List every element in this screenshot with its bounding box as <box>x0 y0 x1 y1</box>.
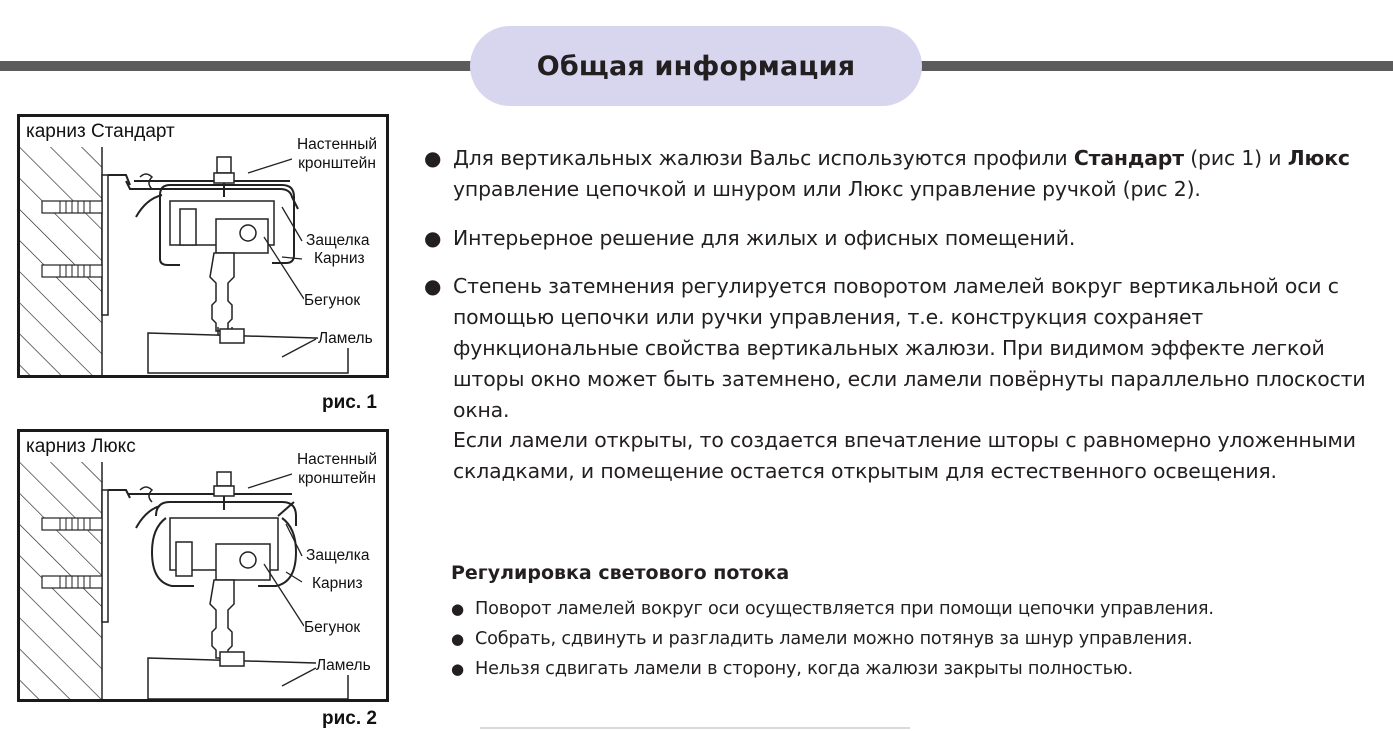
label-wall-bracket-line1: Настенный <box>296 136 378 153</box>
section-title: Общая информация <box>536 50 856 82</box>
light-control-list <box>451 594 1214 684</box>
label-wall-bracket-line1: Настенный <box>296 451 378 468</box>
figure-1-title: карниз Стандарт <box>26 121 178 143</box>
bullet-dot: ● <box>451 660 464 678</box>
bullet-1-lux: Люкс <box>1287 146 1350 170</box>
label-slat-2: Ламель <box>316 657 371 674</box>
bullet-1-text-b: (рис 1) и <box>1183 146 1288 170</box>
light-control-item <box>451 624 1214 654</box>
bullet-dimming <box>423 271 1383 487</box>
bullet-dot: ● <box>424 225 442 250</box>
section-title-pill <box>470 26 922 106</box>
bullet-1-standard: Стандарт <box>1073 146 1184 170</box>
label-latch-1: Защелка <box>306 232 370 249</box>
bullet-dot: ● <box>451 600 464 618</box>
figure-lux-rail <box>17 429 389 702</box>
figure-2-caption: рис. 2 <box>322 708 377 729</box>
bottom-divider <box>480 727 910 729</box>
bullet-dot: ● <box>451 630 464 648</box>
bullet-1-text-a: Для вертикальных жалюзи Вальс используются профили <box>453 146 1074 170</box>
label-wall-bracket-line2: кронштейн <box>298 470 376 487</box>
light-control-item <box>451 594 1214 624</box>
info-bullet-list <box>423 143 1383 487</box>
light-control-item-text: Поворот ламелей вокруг оси осуществляется при помощи цепочки управления. <box>475 599 1214 619</box>
bullet-dot: ● <box>424 146 442 170</box>
light-control-item-text: Нельзя сдвигать ламели в сторону, когда жалюзи закрыты полностью. <box>475 659 1133 679</box>
label-runner-1: Бегунок <box>304 292 361 309</box>
label-slat-1: Ламель <box>318 330 373 347</box>
bullet-dot: ● <box>424 274 442 299</box>
figure-1-caption: рис. 1 <box>322 392 377 413</box>
label-wall-bracket-line2: кронштейн <box>298 155 376 172</box>
bullet-2-text: Интерьерное решение для жилых и офисных помещений. <box>453 225 1076 250</box>
light-control-heading: Регулировка светового потока <box>451 562 790 584</box>
label-runner-2: Бегунок <box>304 619 361 636</box>
label-latch-2: Защелка <box>306 547 370 564</box>
bullet-interior <box>423 223 1383 254</box>
bullet-1-text-c: управление цепочкой и шнуром или Люкс управление ручкой (рис 2). <box>453 176 1201 201</box>
light-control-item <box>451 654 1214 684</box>
figure-2-title: карниз Люкс <box>26 436 139 458</box>
label-rail-1: Карниз <box>314 250 365 267</box>
label-wall-bracket-1 <box>292 135 382 173</box>
bullet-profiles <box>423 143 1383 205</box>
light-control-item-text: Собрать, сдвинуть и разгладить ламели можно потянув за шнур управления. <box>475 629 1193 649</box>
bullet-3-continuation: Если ламели открыты, то создается впечатление шторы с равномерно уложенными складками, и помещение остается открытым для естественного освещения. <box>453 428 1356 484</box>
label-wall-bracket-2 <box>292 450 382 488</box>
bullet-3-text: Степень затемнения регулируется поворотом ламелей вокруг вертикальной оси с помощью цепочки или ручки управления, т.е. конструкция сохраняет функциональные свойства вертикальных жалюзи. При видимом эффекте легкой шторы окно может быть затемнено, если ламели повёрнуты параллельно плоскости окна. <box>453 274 1366 422</box>
label-rail-2: Карниз <box>312 575 363 592</box>
figure-standard-rail <box>17 114 389 378</box>
